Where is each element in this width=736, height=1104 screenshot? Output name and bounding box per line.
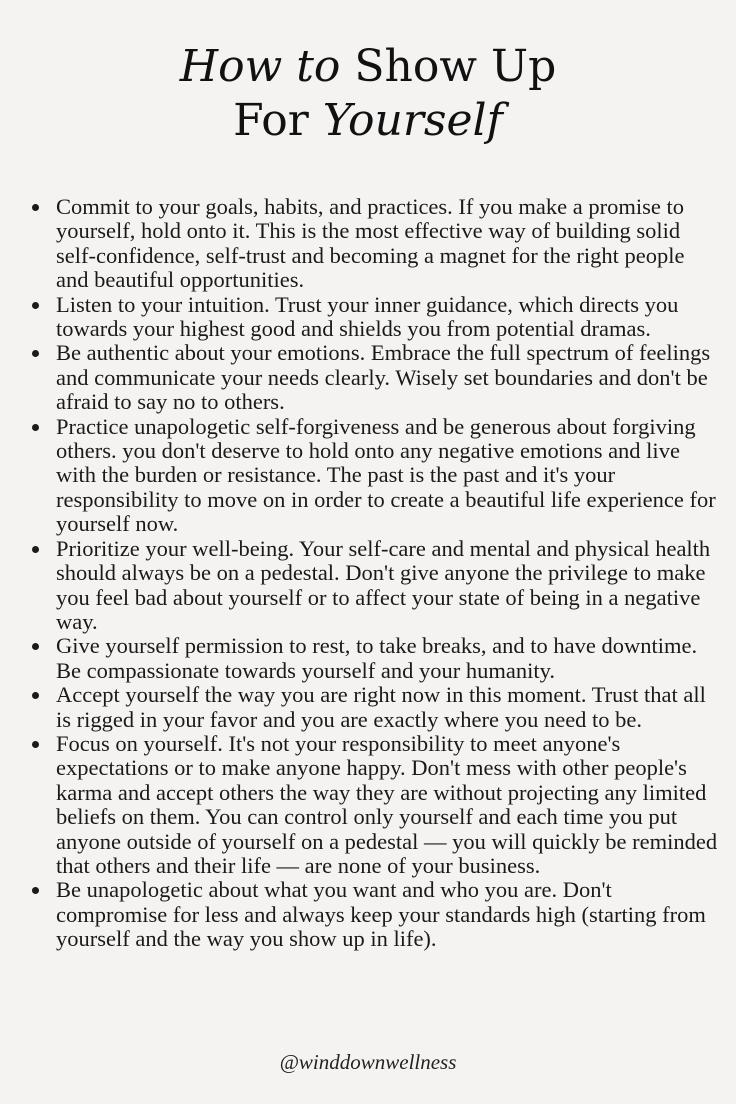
bullet-icon bbox=[32, 643, 39, 650]
bullet-icon bbox=[32, 350, 39, 357]
list-item bbox=[24, 732, 720, 878]
list-item bbox=[24, 683, 720, 732]
title-line-2: For Yourself bbox=[233, 95, 503, 146]
list-item-text: Practice unapologetic self-forgiveness and be generous about forgiving others. you don't deserve to hold onto any negative emotions and live with the burden or resistance. The past is the past and it's your responsibility to move on in order to create a beautiful life experience for yourself now. bbox=[56, 413, 716, 537]
list-item bbox=[24, 537, 720, 635]
page-title bbox=[0, 40, 736, 148]
author-handle: @winddownwellness bbox=[279, 1050, 457, 1074]
tips-list bbox=[24, 195, 720, 952]
bullet-icon bbox=[32, 741, 39, 748]
list-item-text: Commit to your goals, habits, and practices. If you make a promise to yourself, hold onto it. This is the most effective way of building solid self-confidence, self-trust and becoming a magnet for the right people and beautiful opportunities. bbox=[56, 194, 685, 293]
list-item-text: Focus on yourself. It's not your responsibility to meet anyone's expectations or to make anyone happy. Don't mess with other people's karma and accept others the way they are without projecting any limited beliefs on them. You can control only yourself and each time you put anyone outside of yourself on a pedestal — you will quickly be reminded that others and their life — are none of your business. bbox=[56, 730, 718, 878]
list-item-text: Give yourself permission to rest, to take breaks, and to have downtime. Be compassionate towards yourself and your humanity. bbox=[56, 633, 698, 683]
list-item bbox=[24, 195, 720, 293]
list-item-text: Listen to your intuition. Trust your inner guidance, which directs you towards your highest good and shields you from potential dramas. bbox=[56, 291, 679, 342]
bullet-icon bbox=[32, 546, 39, 553]
list-item bbox=[24, 415, 720, 537]
title-line-1: How to Show Up bbox=[179, 41, 557, 92]
bullet-icon bbox=[32, 692, 39, 699]
list-item bbox=[24, 634, 720, 683]
bullet-icon bbox=[32, 887, 39, 894]
list-item bbox=[24, 293, 720, 342]
list-item-text: Accept yourself the way you are right now in this moment. Trust that all is rigged in your favor and you are exactly where you need to be. bbox=[56, 682, 706, 732]
list-item-text: Be unapologetic about what you want and who you are. Don't compromise for less and always keep your standards high (starting from yourself and the way you show up in life). bbox=[56, 877, 706, 952]
bullet-icon bbox=[32, 424, 39, 431]
list-item bbox=[24, 878, 720, 951]
bullet-icon bbox=[32, 204, 39, 211]
bullet-icon bbox=[32, 302, 39, 309]
list-item-text: Be authentic about your emotions. Embrace the full spectrum of feelings and communicate your needs clearly. Wisely set boundaries and don't be afraid to say no to others. bbox=[56, 340, 711, 415]
list-item bbox=[24, 341, 720, 414]
list-item-text: Prioritize your well-being. Your self-care and mental and physical health should always be on a pedestal. Don't give anyone the privilege to make you feel bad about yourself or to affect your state of being in a negative way. bbox=[56, 535, 711, 634]
